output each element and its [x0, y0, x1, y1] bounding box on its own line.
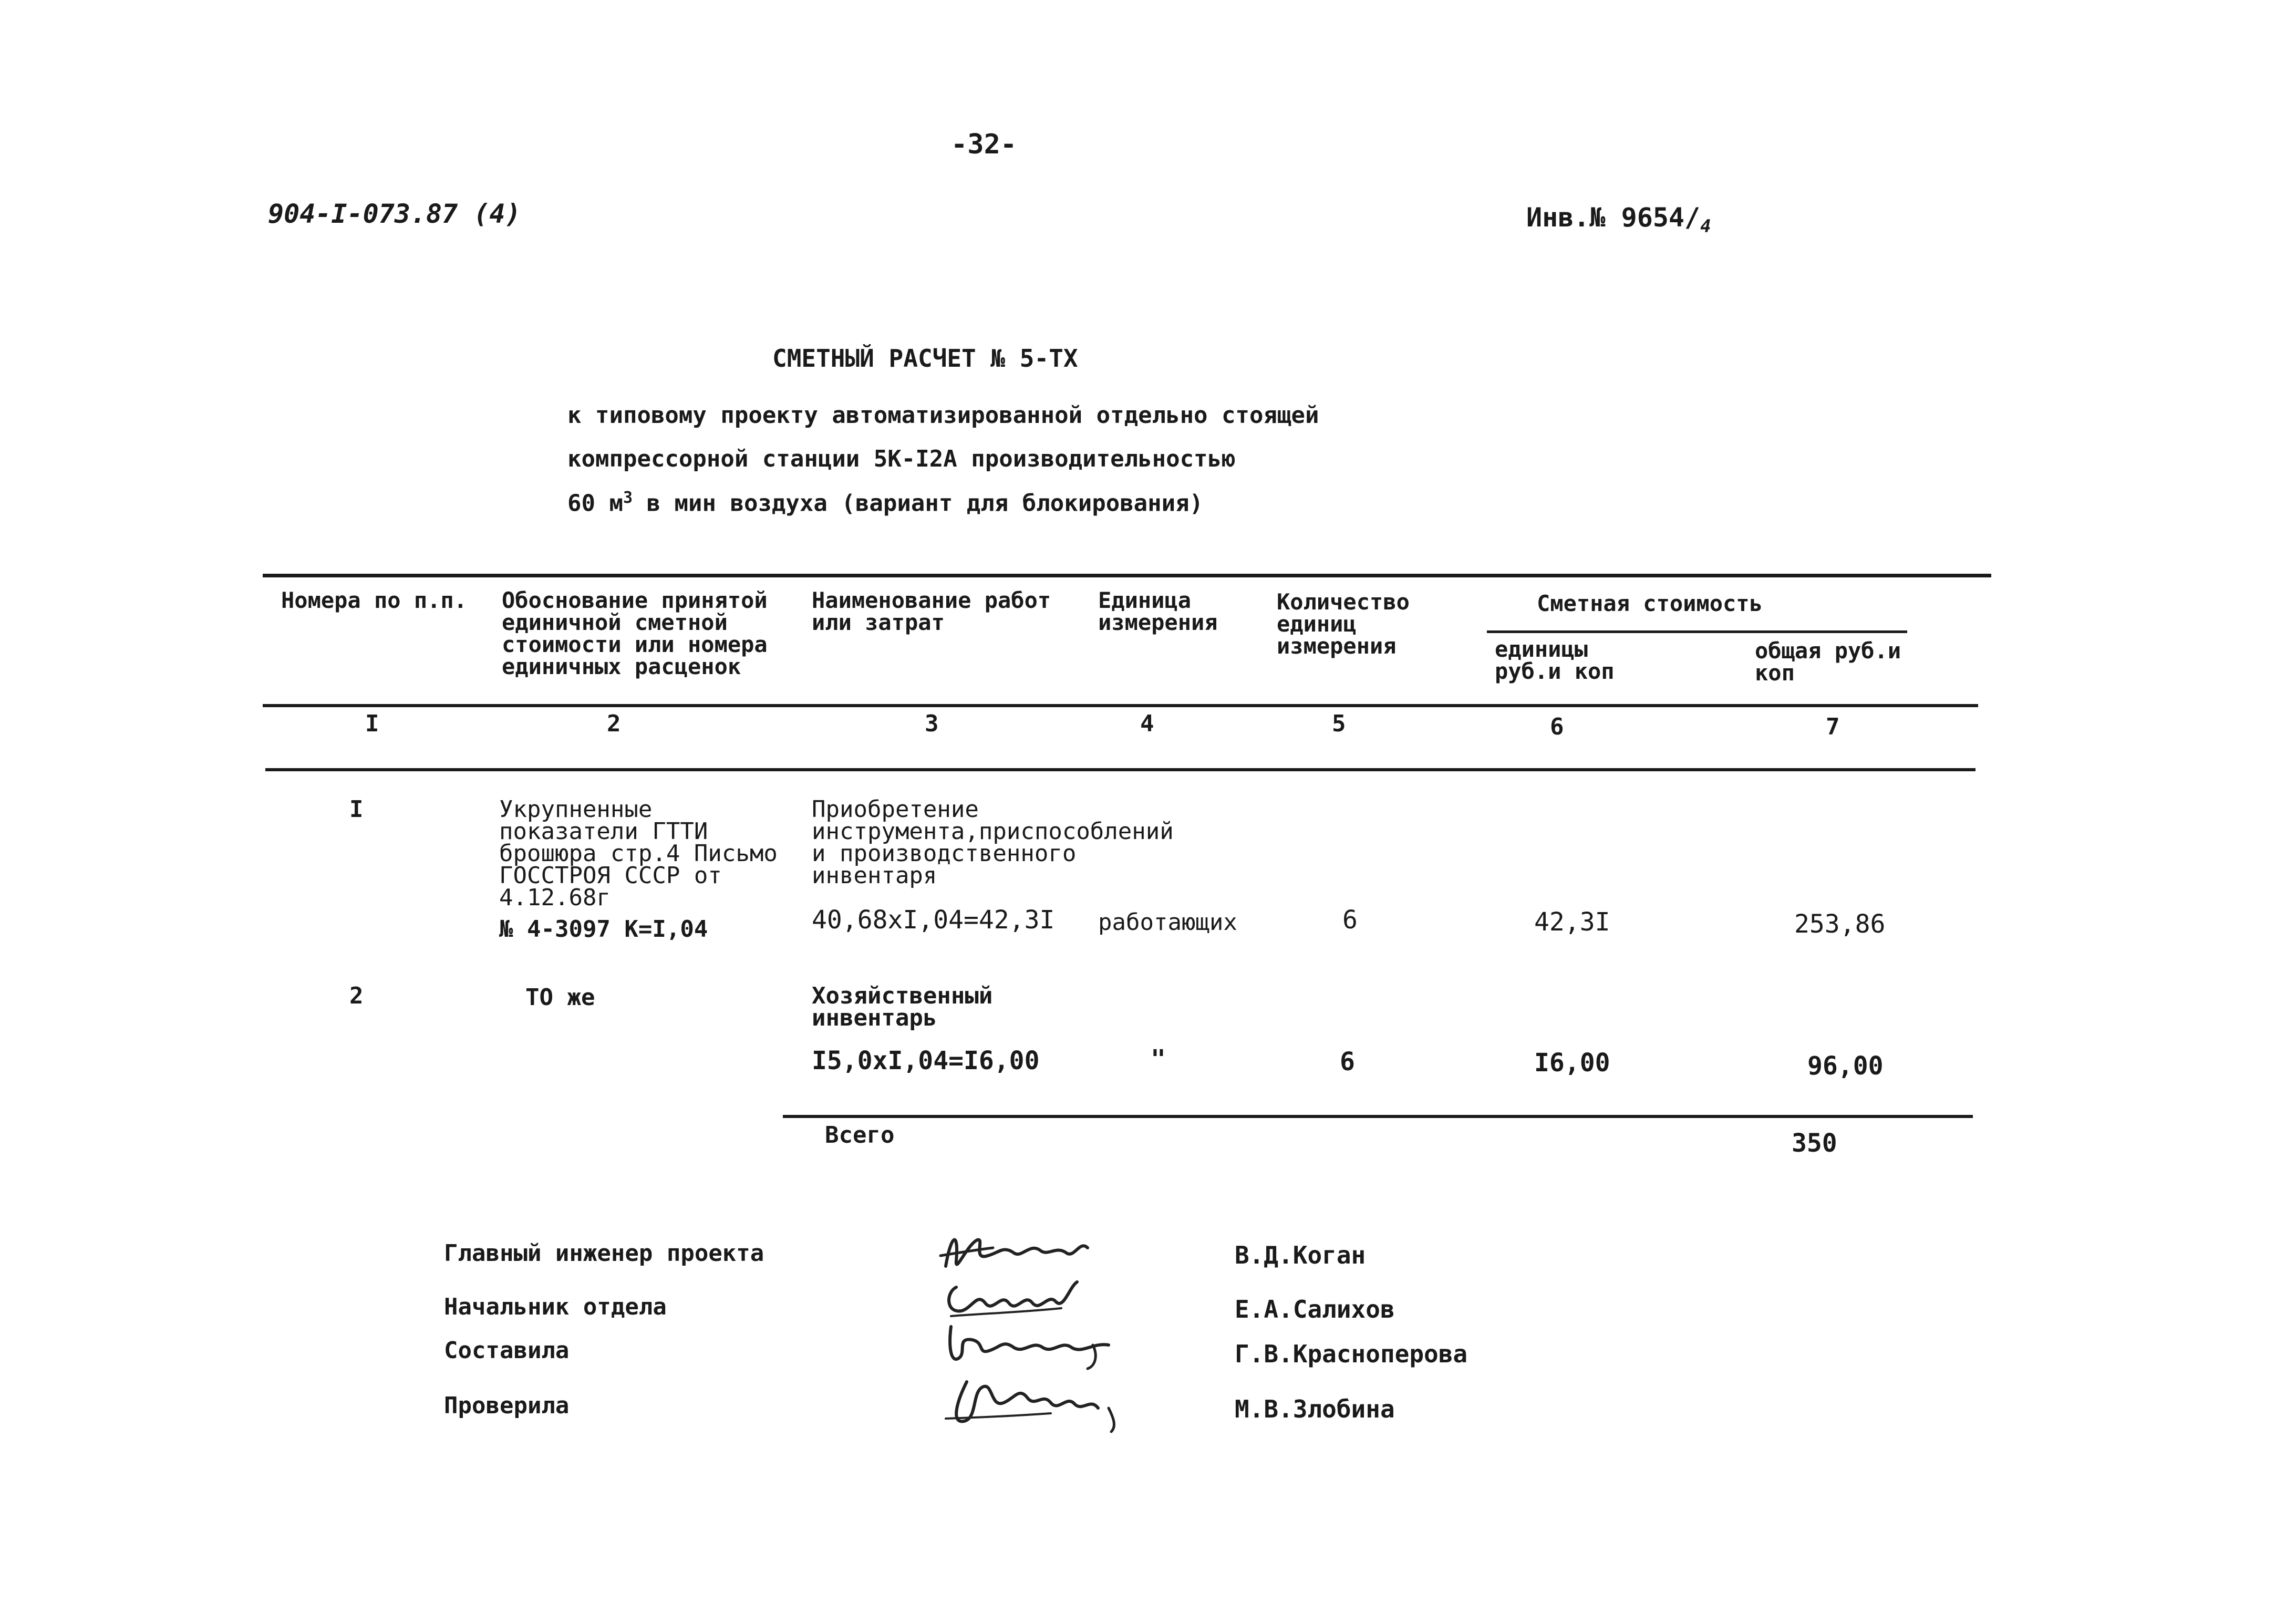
signature-role-compiled-by: Составила — [444, 1337, 570, 1364]
signature-name-compiled-by: Г.В.Красноперова — [1235, 1340, 1468, 1368]
table-top-rule — [263, 574, 1991, 577]
table-row-1-calculation: 40,68хI,04=42,3I — [812, 905, 1055, 935]
estimate-title: СМЕТНЫЙ РАСЧЕТ № 5-ТХ — [772, 344, 1078, 373]
header-item-number: Номера по п.п. — [281, 587, 468, 613]
header-quantity: Количество единиц измерения — [1277, 589, 1410, 659]
table-row-2-number: 2 — [349, 982, 364, 1009]
group-header-rule — [1487, 630, 1907, 633]
table-row-1-basis-code: № 4-3097 К=I,04 — [499, 916, 708, 943]
column-number-5: 5 — [1332, 710, 1346, 737]
document-reference: 904-I-073.87 (4) — [268, 199, 521, 229]
table-row-1-total: 253,86 — [1794, 909, 1886, 939]
table-row-2-calculation: I5,0хI,04=I6,00 — [812, 1046, 1040, 1075]
table-row-2-quantity: 6 — [1340, 1047, 1355, 1077]
table-row-1-unit-price: 42,3I — [1534, 907, 1610, 937]
table-row-1-basis: Укрупненные показатели ГТТИ брошюра стр.4 Письмо ГОССТРОЯ СССР от 4.12.68г — [499, 796, 778, 911]
header-estimated-cost: Сметная стоимость — [1537, 591, 1763, 616]
table-row-2-basis: ТО же — [525, 984, 595, 1011]
table-row-2-name: Хозяйственный инвентарь — [812, 982, 993, 1031]
column-numbers-rule — [265, 768, 1976, 771]
signature-role-checked-by: Проверила — [444, 1392, 570, 1419]
total-value: 350 — [1792, 1129, 1837, 1158]
column-number-1: I — [365, 710, 379, 737]
table-row-2-unit: " — [1151, 1044, 1166, 1074]
table-row-2-total: 96,00 — [1807, 1051, 1884, 1081]
table-row-1-name: Приобретение инструмента,приспособлений и производственного инвентаря — [812, 796, 1174, 889]
inventory-number-text: Инв.№ 9654/ — [1526, 202, 1701, 233]
table-row-1-quantity: 6 — [1342, 905, 1358, 935]
signature-role-department-head: Начальник отдела — [444, 1294, 667, 1320]
column-number-3: 3 — [925, 710, 939, 737]
table-row-1-number: I — [349, 796, 364, 823]
table-row-1-unit: работающих — [1098, 909, 1237, 936]
page-number: -32- — [951, 129, 1017, 160]
header-unit: Единица измерения — [1098, 587, 1218, 635]
header-bottom-rule — [263, 704, 1978, 707]
signature-scribble-checked-by — [935, 1371, 1145, 1434]
header-total-price: общая руб.и коп — [1755, 638, 1901, 686]
estimate-subtitle-line1: к типовому проекту автоматизированной отдельно стоящей — [567, 402, 1319, 429]
rows-bottom-rule — [783, 1115, 1973, 1118]
subtitle-line3-prefix: 60 м — [567, 490, 623, 517]
signature-name-checked-by: М.В.Злобина — [1235, 1395, 1395, 1423]
column-number-2: 2 — [607, 710, 621, 737]
table-row-2-unit-price: I6,00 — [1534, 1048, 1610, 1078]
total-label: Всего — [825, 1122, 895, 1149]
estimate-subtitle-line3 — [567, 489, 1203, 517]
header-work-name: Наименование работ или затрат — [812, 587, 1051, 635]
inventory-number-suffix: 4 — [1700, 216, 1711, 237]
subtitle-line3-superscript: 3 — [623, 489, 633, 507]
signature-role-chief-engineer: Главный инженер проекта — [444, 1240, 764, 1267]
signature-scribble-compiled-by — [935, 1316, 1124, 1374]
column-number-4: 4 — [1140, 710, 1154, 737]
header-basis: Обоснование принятой единичной сметной стоимости или номера единичных расценок — [502, 587, 768, 679]
signature-name-department-head: Е.А.Салихов — [1235, 1295, 1395, 1323]
signature-name-chief-engineer: В.Д.Коган — [1235, 1241, 1366, 1269]
subtitle-line3-suffix: в мин воздуха (вариант для блокирования) — [633, 490, 1204, 517]
column-number-6: 6 — [1550, 713, 1564, 740]
estimate-subtitle-line2: компрессорной станции 5К-I2А производительностью — [567, 446, 1236, 472]
inventory-number — [1526, 202, 1711, 237]
header-unit-price: единицы руб.и коп — [1495, 636, 1615, 684]
column-number-7: 7 — [1826, 713, 1840, 740]
